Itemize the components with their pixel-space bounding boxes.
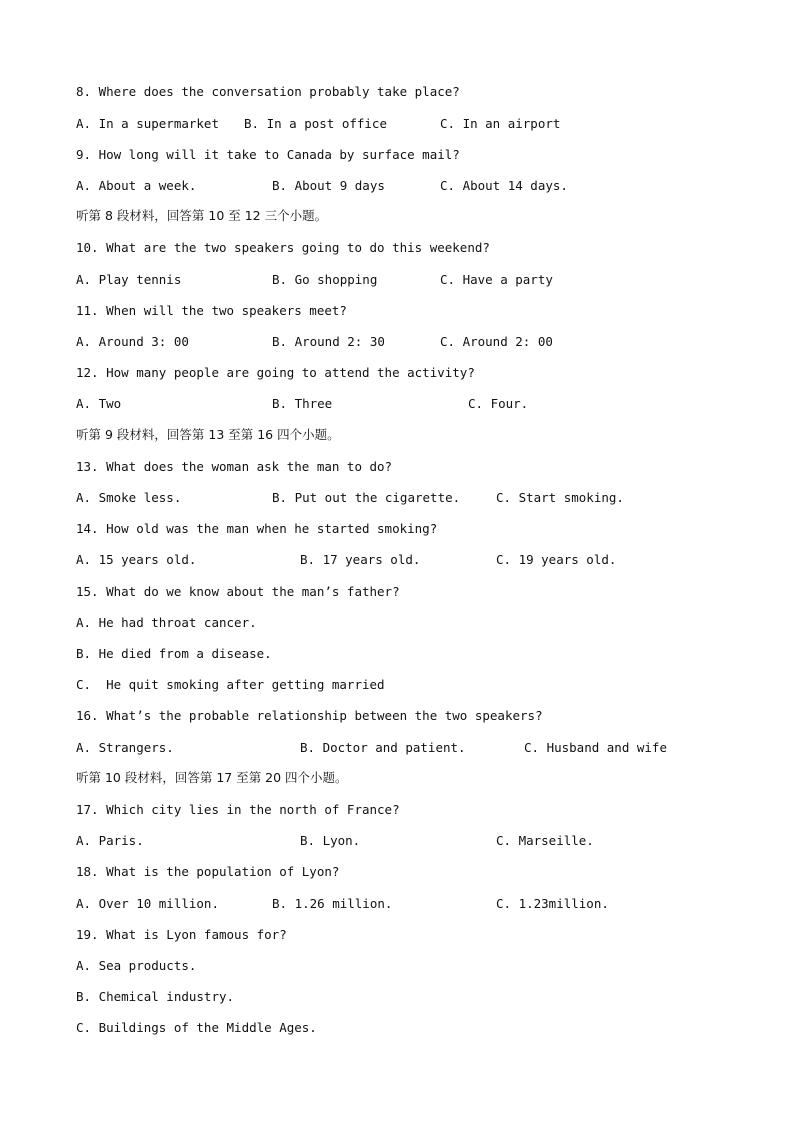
question-15: 15. What do we know about the man’s father? (76, 584, 400, 599)
q16-option-a: A. Strangers. (76, 740, 174, 755)
q11-option-b: B. Around 2: 30 (272, 334, 385, 349)
section-heading-9: 听第 9 段材料，回答第 13 至第 16 四个小题。 (76, 427, 340, 442)
q14-option-b: B. 17 years old. (300, 552, 421, 567)
question-16: 16. What’s the probable relationship between the two speakers? (76, 708, 543, 723)
question-8: 8. Where does the conversation probably take place? (76, 84, 460, 99)
q10-option-c: C. Have a party (440, 272, 553, 287)
q10-option-a: A. Play tennis (76, 272, 182, 287)
q15-option-b: B. He died from a disease. (76, 646, 272, 661)
q18-option-a: A. Over 10 million. (76, 896, 219, 911)
q15-option-c: C. He quit smoking after getting married (76, 677, 385, 692)
question-9: 9. How long will it take to Canada by surface mail? (76, 147, 460, 162)
q16-option-c: C. Husband and wife (524, 740, 667, 755)
q17-option-c: C. Marseille. (496, 833, 594, 848)
q12-option-c: C. Four. (468, 396, 529, 411)
q14-option-a: A. 15 years old. (76, 552, 197, 567)
question-14: 14. How old was the man when he started smoking? (76, 521, 438, 536)
q8-option-c: C. In an airport (440, 116, 561, 131)
q9-option-c: C. About 14 days. (440, 178, 568, 193)
q16-option-b: B. Doctor and patient. (300, 740, 466, 755)
q11-option-a: A. Around 3: 00 (76, 334, 189, 349)
q13-option-c: C. Start smoking. (496, 490, 624, 505)
q17-option-b: B. Lyon. (300, 833, 361, 848)
question-19: 19. What is Lyon famous for? (76, 927, 287, 942)
q13-option-b: B. Put out the cigarette. (272, 490, 461, 505)
question-11: 11. When will the two speakers meet? (76, 303, 347, 318)
q8-option-b: B. In a post office (244, 116, 387, 131)
q12-option-a: A. Two (76, 396, 122, 411)
q10-option-b: B. Go shopping (272, 272, 378, 287)
section-heading-10: 听第 10 段材料，回答第 17 至第 20 四个小题。 (76, 770, 348, 785)
q18-option-b: B. 1.26 million. (272, 896, 393, 911)
question-13: 13. What does the woman ask the man to do? (76, 459, 393, 474)
section-heading-8: 听第 8 段材料，回答第 10 至 12 三个小题。 (76, 208, 328, 223)
q18-option-c: C. 1.23million. (496, 896, 609, 911)
q11-option-c: C. Around 2: 00 (440, 334, 553, 349)
question-10: 10. What are the two speakers going to do this weekend? (76, 240, 490, 255)
q8-option-a: A. In a supermarket (76, 116, 219, 131)
question-18: 18. What is the population of Lyon? (76, 864, 340, 879)
q14-option-c: C. 19 years old. (496, 552, 617, 567)
q19-option-b: B. Chemical industry. (76, 989, 235, 1004)
q17-option-a: A. Paris. (76, 833, 144, 848)
q15-option-a: A. He had throat cancer. (76, 615, 257, 630)
q9-option-b: B. About 9 days (272, 178, 385, 193)
q9-option-a: A. About a week. (76, 178, 197, 193)
question-17: 17. Which city lies in the north of France? (76, 802, 400, 817)
q12-option-b: B. Three (272, 396, 333, 411)
q19-option-a: A. Sea products. (76, 958, 197, 973)
q19-option-c: C. Buildings of the Middle Ages. (76, 1020, 317, 1035)
question-12: 12. How many people are going to attend the activity? (76, 365, 475, 380)
q13-option-a: A. Smoke less. (76, 490, 182, 505)
